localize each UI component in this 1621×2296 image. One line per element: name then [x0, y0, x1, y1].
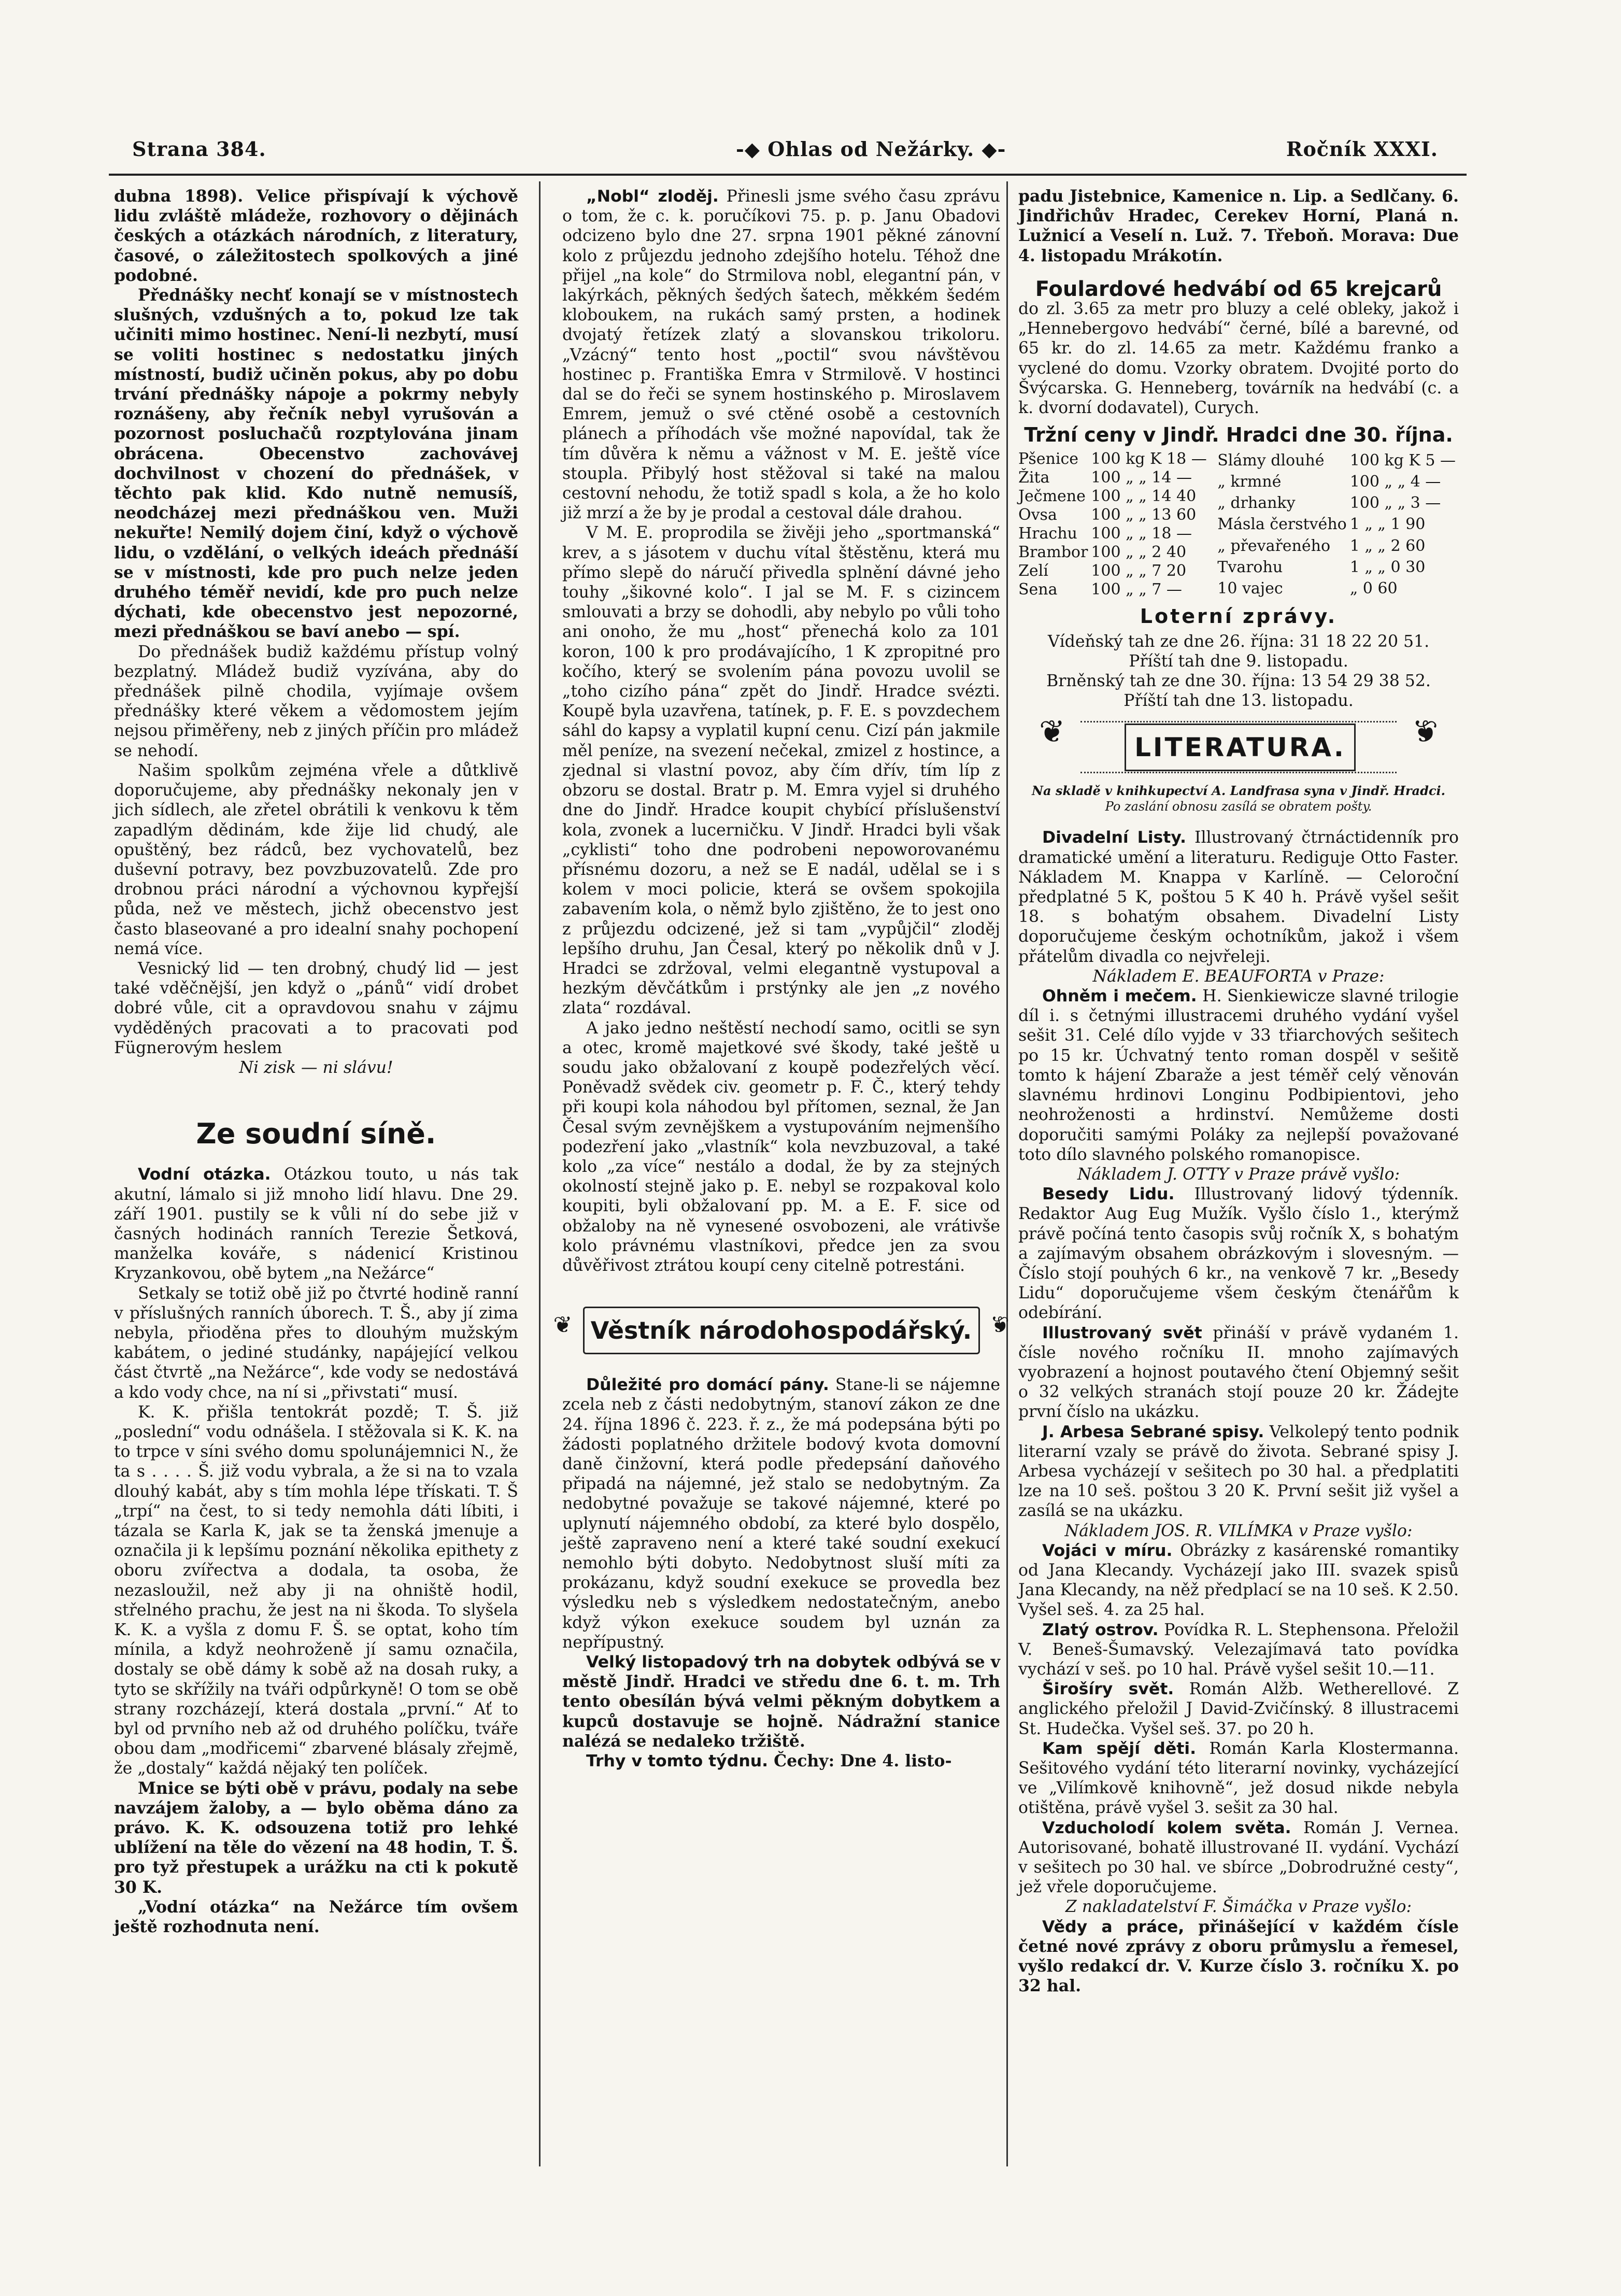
market-prices-title: Tržní ceny v Jindř. Hradci dne 30. října. — [1024, 423, 1453, 447]
paragraph: padu Jistebnice, Kamenice n. Lip. a Sedlčany. 6. Jindřichův Hradec, Cerekev Horní, Planá n. Lužnicí a Veselí n. Luž. 7. Třeboň. Morava: Due 4. listopadu Mrákotín. — [1018, 187, 1459, 265]
lottery-line: Vídeňský tah ze dne 26. října: 31 18 22 20 51. — [1047, 632, 1430, 651]
paragraph: Mnice se býti obě v právu, podaly na sebe navzájem žaloby, a — bylo oběma dáno za právo. K. K. odsouzena totiž pro lehké ublížení na těle do vězení na 48 hodin, T. Š. pro tyž přestupek a urážku na cti k pokutě 30 K. — [114, 1778, 518, 1897]
lottery-line: Brněnský tah ze dne 30. října: 13 54 29 38 52. — [1046, 672, 1431, 691]
paragraph — [1018, 1541, 1459, 1620]
price-row — [1018, 469, 1210, 487]
price-row — [1217, 535, 1459, 557]
price-row — [1018, 543, 1210, 562]
price-cell: 1 „ „ 0 30 — [1349, 558, 1426, 576]
paragraph — [1018, 1184, 1459, 1323]
price-cell: 100 „ „ 7 20 — [1091, 562, 1187, 580]
article-lead: Trhy v tomto týdnu. — [586, 1752, 769, 1771]
price-cell: 1 „ „ 1 90 — [1349, 515, 1426, 534]
book-text: Velkolepý tento podnik literarní vzaly se právě do života. Sebrané spisy J. Arbesa vycházejí v sešitech po 30 hal. a předplatiti lze na 10 seš. poštou 3 20 K. První sešit již vyšel a zasílá se na ukázku. — [1018, 1422, 1459, 1521]
price-cell: 100 „ „ 14 40 — [1091, 487, 1197, 506]
price-cell: „ drhanky — [1217, 494, 1296, 513]
article-lead: Důležité pro domácí pány. — [586, 1376, 829, 1395]
article-text: Stane-li se nájemne zcela neb z části nedobytným, stanoví zákon ze dne 24. října 1896 č. 223. ř. z., že má podepsána býti po žádosti poplatného držitele bodový kvota domovní daně činžovní, která podle předepsání daňového připadá na nájemné, jež stalo se nedobytným. Za nedobytné považuje se takové nájemné, které po uplynutí nájemného období, za které bylo dospělo, ještě zapraveno není a které také soudní exekucí nemohlo býti dobyto. Nedobytnost sluší míti za prokázanu, když soudní exekuce se provedla bez výsledku neb s výsledkem nedostatečným, anebo když výkon exekuce soudem byl uznán za nepřípustný. — [562, 1376, 1000, 1652]
price-cell: „ převařeného — [1217, 536, 1331, 555]
price-row — [1217, 514, 1459, 535]
price-cell: Ovsa — [1018, 506, 1057, 525]
paragraph: Přednášky nechť konají se v místnostech slušných, vzdušných a to, pokud lze tak učiniti mimo hostinec. Není-li nezbytí, musí se voliti hostinec s nedostatku jiných místností, budiž učiněn pokus, aby po dobu trvání přednášky nápoje a pokrmy nebyly roznášeny, aby řečník nebyl vyrušován a pozornost posluchačů rozptylována jinam obrácena. Obecenstvo zachovávej dochvilnost v chození do přednášek, v těchto pak klid. Kdo nutně nemusíš, neodcházej mezi přednáškou ven. Muži nekuřte! Nemilý dojem činí, když o výchově lidu, o vzdělání, o velkých ideách přednáší se v místnosti, kde pro puch nelze jeden druhého téměř nevidí, kde pro puch nelze dýchati, kde obecenstvo jest nepozorné, mezi přednáškou se baví anebo — spí. — [114, 286, 518, 642]
book-title: Širošíry svět. — [1042, 1680, 1174, 1699]
book-text: přináší v právě vydaném 1. čísle nového ročníku II. mnoho zajímavých vyobrazení a hojnost poutavého čtení Objemný sešit o 32 velkých stranách stojí pouze 20 kr. Žádejte první číslo na ukázku. — [1018, 1323, 1459, 1422]
column-1 — [114, 187, 518, 1937]
paragraph — [562, 1375, 1000, 1652]
paragraph: A jako jedno neštěstí nechodí samo, ocitli se syn a otec, kromě majetkové své škody, také ještě u soudu jako obžalovaní z koupě podezřelých věcí. Poněvadž svědek civ. geometr p. F. Č., který tehdy při koupi kola náhodou byl přítomen, seznal, že Jan Česal svým zevnějškem a vystupováním nejmenšího podezření jako „vlastník“ kola nevzbuzoval, a také kolo „za více“ nestálo a dodal, že by za stejných okolností stejně jako p. E. nebyl se rozpakoval kolo koupiti, byli obžalovaní pp. M. a E. F. sice od obžaloby na ně vynesené osvobozeni, ale vrátivše kolo právnému vlastníkovi, předce jen za svou důvěřivost ztrátou koupí ceny citelně potrestáni. — [562, 1018, 1000, 1275]
paragraph — [1018, 1917, 1459, 1996]
book-title: J. Arbesa Sebrané spisy. — [1042, 1422, 1264, 1441]
paragraph: V M. E. proprodila se živěji jeho „sportmanská“ krev, a s jásotem v duchu vítal štěstěnu, která mu přímo slepě do náručí přivedla splnění dávné jeho touhy „šikovné kolo“. I jal se M. F. s cizincem smlouvati a brzy se dohodli, aby nebylo po vůli toho ani onoho, že mu „host“ přenechá kolo za 101 koron, 100 k pro prodávajícího, 1 K zpropitné pro kočího, který se svolením pána povozu uvolil se „toho cizího pána“ zpět do Jindř. Hradce svézti. Koupě byla uzavřena, tatínek, p. F. E. s povzdechem sáhl do kapsy a vyplatil kupní cenu. Cizí pán jakmile měl peníze, na svezení nečekal, zmizel z hostince, a zjednal si vlastní povoz, aby čím dřív, tím líp z obzoru se dostal. Bratr p. M. Emra vyjel si druhého dne do Jindř. Hradce koupit chybící příslušenství kola, zvonek a lucerničku. V Jindř. Hradci byli však „cyklisti“ toho dne podrobeni nepoworovanému přísnému dozoru, a než se E nadál, udělal se i s kolem v moci policie, která se ovšem spokojila zabavením kola, o němž bylo zjištěno, že to jest ono z průjezdu odcizené, jež si tam „vypůjčil“ zloděj lepšího druhu, Jan Česal, který po několik dnů v J. Hradci se zdržoval, velmi elegantně vystupoval a hezkým děvčátkům i prstýnky ale jen „z nového zlata“ rozdával. — [562, 523, 1000, 1018]
price-row — [1217, 557, 1459, 578]
publisher-line: Nákladem J. OTTY v Praze právě vyšlo: — [1077, 1165, 1400, 1184]
page-header — [132, 137, 1438, 168]
masthead-title: -◆ Ohlas od Nežárky. ◆- — [736, 137, 1006, 161]
book-text: Román Alžb. Wetherellové. Z anglického přeložil J David-Zvičínský. 8 illustracemi St. Hudečka. Vyšel seš. 37. po 20 h. — [1018, 1680, 1459, 1738]
paragraph — [1018, 828, 1459, 966]
price-cell: 100 „ „ 3 — — [1349, 494, 1441, 513]
paragraph: Setkaly se totiž obě již po čtvrté hodině ranní v příslušných ranních úborech. T. Š., aby jí zima nebyla, přioděna přes to dlouhým mužským kabátem, o jediné studánky, napájející velkou část čtvrtě „na Nežárce“, kde vody se nedostává a kdo vody chce, na ní si „přivstati“ musí. — [114, 1284, 518, 1402]
price-row — [1018, 487, 1210, 506]
price-cell: 100 „ „ 4 — — [1349, 473, 1441, 491]
ornament-icon: ❦ — [1039, 714, 1065, 750]
book-text: Povídka R. L. Stephensona. Přeložil V. Beneš-Šumavský. Velezajímavá tato povídka vychází v seš. po 10 hal. Právě vyšel sešit 10.—11. — [1018, 1620, 1459, 1679]
price-row — [1217, 472, 1459, 493]
price-cell: Brambor — [1018, 543, 1088, 562]
book-text: Román Karla Klostermanna. Sešitového vydání této literarní novinky, vycházející ve „Vilímkově knihovně“, jež dosud nikde nebyla otištěna, právě vyšel 3. sešit za 30 hal. — [1018, 1739, 1459, 1818]
price-cell: 100 kg K 18 — — [1091, 450, 1207, 469]
book-text: Illustrovaný čtrnáctidenník pro dramatické umění a literaturu. Rediguje Otto Faster. Nákladem M. Knappa v Karlíně. — Celoroční předplatné 5 K, poštou 5 K 40 h. Právě vyšel sešit 18. s bohatým obsahem. Divadelní Listy doporučujeme českým ochotníkům, jakož i všem přátelům divadla co nejvřeleji. — [1018, 828, 1459, 966]
paragraph: Do přednášek budiž každému přístup volný bezplatný. Mládež budiž vyzívána, aby do přednášek pilně chodila, vyjímaje ovšem přednášky které věkem a vědomostem jejím nejsou přiměřeny, neb z jiných příčin pro mládež se nehodí. — [114, 642, 518, 760]
lottery-title: Loterní zprávy. — [1140, 605, 1338, 628]
article-text: Přinesli jsme svého času zprávu o tom, že c. k. poručíkovi 75. p. p. Janu Obadovi odcizeno bylo dne 27. srpna 1901 pěkné zánovní kolo z průjezdu jednoho zdejšího hotelu. Téhož dne přijel „na kole“ do Strmilova nobl, elegantní pán, v lakýrkách, pěkných šedých šatech, měkkém šedém kloboukem, na rukách samý prsten, a hodinek dvojatý řetízek zlatý a slovanskou trikoloru. „Vzácný“ tento host „poctil“ svou návštěvou hostinec p. Františka Emra v Strmilově. V hostinci dal se do řeči se synem hostinského p. Miroslavem Emrem, jemuž o své ctěné osobě a cestovních plánech a příhodách vše možné napovídal, tak že tím důvěra k němu a vážnost v M. E. ještě více stoupla. Přibylý host stěžoval si také na malou cestovní nehodu, že totiž spadl s kola, a že ho kolo již mrzí a že by je prodal a cestoval dále drahou. — [562, 187, 1001, 523]
price-cell: Pšenice — [1018, 450, 1079, 469]
paragraph — [1018, 1679, 1459, 1739]
article-text: Čechy: Dne 4. listo- — [768, 1751, 952, 1771]
price-cell: 10 vajec — [1217, 579, 1283, 598]
volume-number: Ročník XXXI. — [1286, 137, 1438, 161]
price-row — [1018, 525, 1210, 543]
book-title: Vzducholodí kolem světa. — [1042, 1818, 1291, 1837]
book-text: Illustrovaný lidový týdenník. Redaktor Aug Eug Mužík. Vyšlo číslo 1., kterýmž právě počíná tento časopis svůj ročník X, s bohatým a zajímavým obsahem obrázkovým i slovesným. — Číslo stojí pouhých 6 kr., na venkově 7 kr. „Besedy Lidu“ doporučujeme všem českým čtenářům k odebírání. — [1018, 1185, 1459, 1323]
book-title: Vědy a práce, — [1042, 1917, 1185, 1936]
price-cell: Žita — [1018, 469, 1050, 487]
book-text: přinášející v každém čísle četné nové zprávy z oboru průmyslu a řemesel, vyšlo redakcí dr. V. Kurze číslo 3. ročníku X. po 32 hal. — [1018, 1917, 1459, 1996]
paragraph — [562, 1751, 1000, 1771]
advert-title: Foulardové hedvábí od 65 krejcarů — [1035, 277, 1442, 301]
price-cell: „ 0 60 — [1349, 579, 1398, 598]
price-row — [1018, 450, 1210, 469]
book-title: Ohněm i mečem. — [1042, 987, 1197, 1006]
book-title: Illustrovaný svět — [1042, 1323, 1202, 1342]
paragraph: Našim spolkům zejména vřele a důtklivě doporučujeme, aby přednášky nekonaly jen v jich sídlech, ale zřetel obrátili k venkovu k těm zapadlým dědinám, kde žije lid chudý, ale opuštěný, bez rádců, bez vychovatelů, bez duševní potravy, bez povzbuzovatelů. Zde pro drobnou práci národní a výchovnou kypřejší půda, než ve městech, jichž obecenstvo jest často blaseované a pro idealní snahy pochopení nemá více. — [114, 761, 518, 958]
price-row — [1018, 580, 1210, 599]
price-cell: 100 kg K 5 — — [1349, 451, 1456, 470]
lottery-line: Příští tah dne 13. listopadu. — [1124, 691, 1354, 711]
paragraph — [562, 1652, 1000, 1751]
price-tables — [1018, 450, 1459, 599]
price-cell: Tvarohu — [1217, 558, 1283, 576]
paragraph — [1018, 1620, 1459, 1680]
price-cell: 100 „ „ 18 — — [1091, 525, 1192, 543]
paragraph: dubna 1898). Velice přispívají k výchově lidu zvláště mládeže, rozhovory o dějinách českých a otázkách národních, z literatury, časové, o záležitostech spolkových a jiné podobné. — [114, 187, 518, 285]
column-3 — [1018, 187, 1459, 1996]
motto: Ni zisk — ni slávu! — [239, 1058, 393, 1077]
page-number: Strana 384. — [132, 137, 266, 161]
price-cell: 100 „ „ 2 40 — [1091, 543, 1187, 562]
literature-banner — [1018, 711, 1459, 783]
paragraph: Vesnický lid — ten drobný, chudý lid — jest také vděčnější, jen když o „pánů“ vidí drobet dobré vůle, cit a opravdovou snahu v zájmu vyděděných pracovati a to pracovati pod Fügnerovým heslem — [114, 959, 518, 1057]
price-cell: Ječmene — [1018, 487, 1086, 506]
book-title: Vojáci v míru. — [1042, 1541, 1173, 1560]
column-divider — [1006, 181, 1008, 2166]
price-cell: 100 „ „ 7 — — [1091, 580, 1182, 599]
book-text: Román J. Vernea. Autorisované, bohatě illustrované II. vydání. Vychází v sešitech po 30 hal. ve sbírce „Dobrodružné cesty“, jež vřele doporučujeme. — [1018, 1818, 1459, 1897]
literature-note: Po zaslání obnosu zasílá se obratem pošty. — [1105, 799, 1372, 814]
column-divider — [539, 181, 541, 2166]
book-text: H. Sienkiewicze slavné trilogie díl i. s četnými illustracemi druhého vydání vyšel sešit 31. Celé dílo vyjde v 33 třiarchových sešitech po 15 kr. Úchvatný tento roman dospěl v sešitě tomto k hájení Zbaraže a jest téměř celý věnován slavnému hrdinovi Longinu Podbipientovi, jeho neohroženosti a hrdinství. Nemůžeme dosti doporučiti samými Poláky za nejlepší považované toto dílo slavného polského romanopisce. — [1018, 987, 1459, 1164]
price-cell: Másla čerstvého — [1217, 515, 1347, 534]
price-cell: Slámy dlouhé — [1217, 451, 1325, 470]
column-2 — [562, 187, 1000, 1771]
advert-body: do zl. 3.65 za metr pro bluzy a celé obleky, jakož i „Hennebergovo hedvábí“ černé, bílé a barevné, od 65 kr. do zl. 14.65 za metr. Každému franko a vyclené do domu. Vzorky obratem. Dvojité porto do Švýcarska. G. Henneberg, továrník na hedvábí (c. a k. dvorní dodavatel), Curych. — [1018, 300, 1459, 418]
ornament-icon: ❦ — [1412, 714, 1438, 750]
paragraph — [1018, 1323, 1459, 1422]
book-title: Besedy Lidu. — [1042, 1185, 1175, 1204]
publisher-line: Nákladem E. BEAUFORTA v Praze: — [1092, 967, 1385, 986]
article-text: Otázkou touto, u nás tak akutní, lámalo si již mnoho lidí hlavu. Dne 29. září 1901. pustily se k vůli ní do sebe již v časných hodinách ranních Terezie Šetková, manželka kováře, s nádenicí Kristinou Kryzankovou, obě bytem „na Nežárce“ — [114, 1165, 518, 1283]
price-table-left — [1018, 450, 1210, 599]
book-title: Kam spějí děti. — [1042, 1739, 1197, 1758]
price-cell: 100 „ „ 13 60 — [1091, 506, 1197, 525]
price-cell: „ krmné — [1217, 473, 1282, 491]
price-cell: 100 „ „ 14 — — [1091, 469, 1192, 487]
literature-title: LITERATURA. — [1125, 724, 1356, 771]
price-row — [1018, 506, 1210, 525]
lottery-line: Příští tah dne 9. listopadu. — [1129, 651, 1348, 671]
price-cell: 1 „ „ 2 60 — [1349, 536, 1426, 555]
section-banner: ❦ Věstník národohospodářský. ❦ — [583, 1307, 980, 1354]
price-cell: Hrachu — [1018, 525, 1077, 543]
book-text: Obrázky z kasárenské romantiky od Jana Klecandy. Vycházejí jako III. svazek spisů Jana Klecandy, na něž předplací se na 10 seš. K 2.50. Vyšel seš. 4. za 25 hal. — [1018, 1541, 1459, 1620]
article-lead: Vodní otázka. — [138, 1165, 271, 1184]
article-lead: „Nobl“ zloděj. — [586, 187, 719, 206]
article-lead: Velký listopadový trh na dobytek — [586, 1653, 891, 1672]
price-row — [1217, 450, 1459, 471]
price-row — [1018, 562, 1210, 580]
price-table-right — [1217, 450, 1459, 599]
publisher-line: Z nakladatelství F. Šimáčka v Praze vyšlo: — [1065, 1897, 1412, 1917]
book-title: Divadelní Listy. — [1042, 828, 1186, 847]
publisher-line: Nákladem JOS. R. VILÍMKA v Praze vyšlo: — [1064, 1521, 1413, 1540]
header-rule — [109, 174, 1467, 176]
paragraph — [1018, 1422, 1459, 1521]
paragraph — [1018, 986, 1459, 1165]
section-heading: Ze soudní síně. — [196, 1117, 436, 1151]
price-row — [1217, 578, 1459, 599]
book-title: Zlatý ostrov. — [1042, 1620, 1159, 1639]
price-cell: Zelí — [1018, 562, 1048, 580]
paragraph — [1018, 1739, 1459, 1818]
price-row — [1217, 493, 1459, 514]
article-text: odbývá se v městě Jindř. Hradci ve středu dne 6. t. m. Trh tento obesílán bývá velmi pěkným dobytkem a kupců dostavuje se hojně. Nádražní stanice nalézá se nedaleko tržiště. — [562, 1652, 1000, 1751]
literature-note: Na skladě v knihkupectví A. Landfrasa syna v Jindř. Hradci. — [1032, 783, 1445, 799]
price-cell: Sena — [1018, 580, 1058, 599]
paragraph — [114, 1165, 518, 1283]
paragraph: K. K. přišla tentokrát pozdě; T. Š. již „poslední“ vodu odnášela. I stěžovala si K. K. na to trpce v síni svého domu spolunájemnici N., že ta s . . . . Š. již vodu vybrala, a že si na to vzala dlouhý kabát, aby s tím mohla lépe třískati. T. Š „trpí“ na čest, to si tedy nemohla dáti líbiti, i tázala se Karla K, jak se ta ženská jmenuje a označila ji k lepšímu poznání několika epithety z oboru zvířectva a dodala, ta osoba, že nezasloužil, než aby ji na ohniště hodil, střelného prachu, že jest na ni škoda. To slyšela K. K. a vyšla z domu F. Š. se optat, koho tím mínila, a když neohroženě jí samu označila, dostaly se obě dámy k sobě až na dosah ruky, a tyto se skřížily na tváři odpůrkyně! O tom se obě strany rozcházejí, která dostala „první.“ Ať to byl od prvního neb až od druhého políčku, tváře obou dam „modřicemi“ zbarvené blásaly zřejmě, že „dostaly“ každá nějaký ten políček. — [114, 1402, 518, 1778]
paragraph: „Vodní otázka“ na Nežárce tím ovšem ještě rozhodnuta není. — [114, 1897, 518, 1937]
paragraph — [1018, 1818, 1459, 1897]
paragraph — [562, 187, 1000, 523]
